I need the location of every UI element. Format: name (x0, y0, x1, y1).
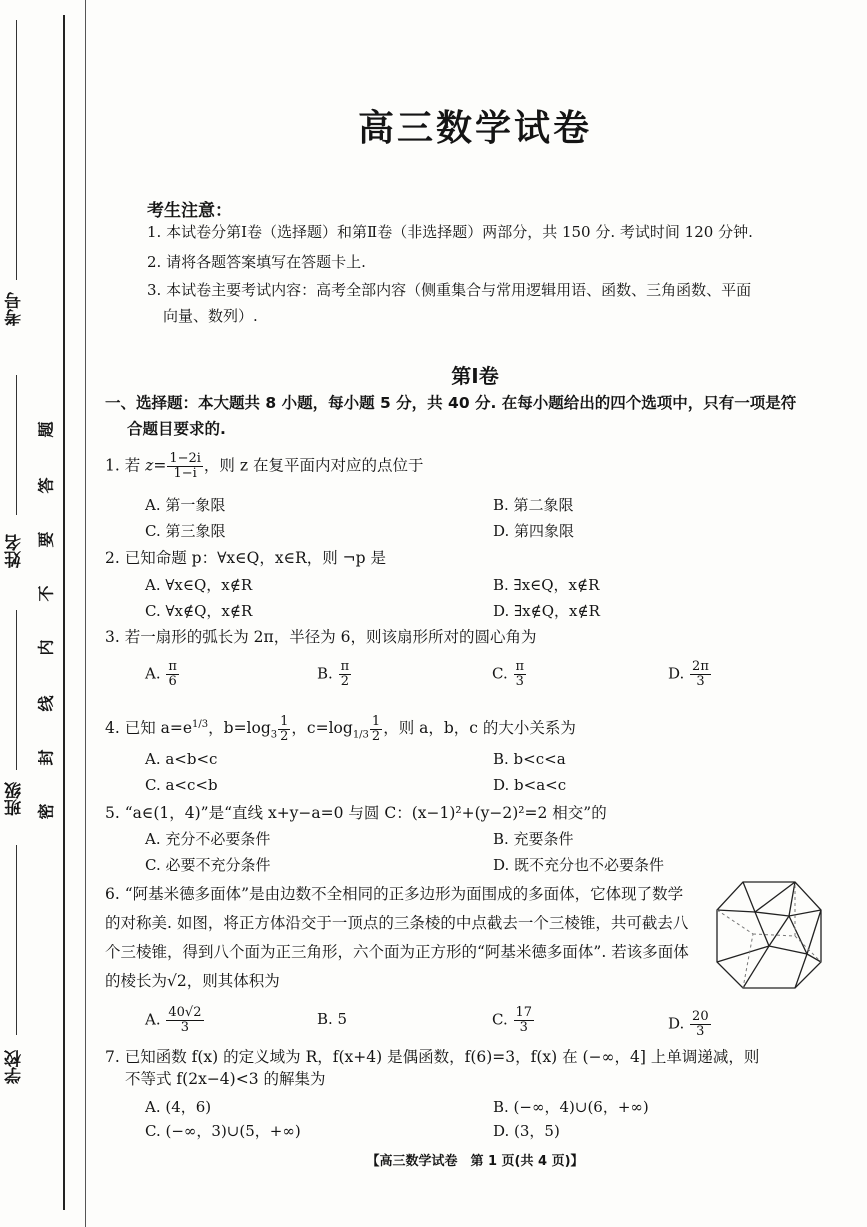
question-3-option-b: B. $\frac{\pi}{2}$ (317, 659, 350, 689)
question-5-option-b: B. 充要条件 (493, 830, 574, 848)
part-heading-line: 合题目要求的. (127, 420, 226, 438)
seal-char: 内 (36, 639, 56, 656)
question-7-option-d: D. (3，5) (493, 1122, 560, 1140)
seal-char: 线 (36, 695, 56, 712)
seal-char: 密 (36, 803, 56, 820)
seal-char: 不 (36, 585, 56, 602)
question-2-option-b: B. ∃x∈Q，x∉R (493, 576, 600, 594)
name-underline (16, 375, 17, 515)
question-5-option-c: C. 必要不充分条件 (145, 856, 271, 874)
notice-item: 向量、数列）. (163, 307, 258, 325)
notice-item: 3. 本试卷主要考试内容：高考全部内容（侧重集合与常用逻辑用语、函数、三角函数、平面 (147, 281, 752, 299)
question-7-stem-line-2: 不等式 f(2x−4)<3 的解集为 (125, 1070, 326, 1088)
question-2-option-c: C. ∀x∉Q，x∉R (145, 602, 253, 620)
q1-fraction: $\frac{1-2i}{1-i}$ (169, 451, 201, 481)
question-5-option-a: A. 充分不必要条件 (145, 830, 271, 848)
question-4-option-d: D. b<a<c (493, 776, 567, 794)
question-1-option-c: C. 第三象限 (145, 522, 226, 540)
archimedean-polyhedron-figure (713, 876, 825, 994)
binding-margin (0, 0, 95, 1227)
question-6-option-a: A. $\frac{40√2}{3}$ (145, 1005, 202, 1035)
question-6-stem: 6. “阿基米德多面体”是由边数不全相同的正多边形为面围成的多面体，它体现了数学的对称美. 如图，将正方体沿交于一顶点的三条棱的中点截去一个三棱锥，共可截去八个三棱锥，得到八个面为正三角形，六个面为正方形的“阿基米德多面体”. 若该多面体的棱长为√2，则其体积为 (105, 885, 689, 990)
question-4-stem: 4. 已知 $a=e^{1/3}$，$b=\log_3$ $\frac{1}{2}$ ，$c=\log_{1/3}$ $\frac{1}{2}$ ，则 a，b，c 的大小关系为 (105, 713, 576, 744)
page-footer: 【高三数学试卷 第 1 页(共 4 页)】 (366, 1154, 584, 1169)
question-7-option-c: C. (−∞，3)∪(5，+∞) (145, 1122, 301, 1140)
question-1-stem: 1. 若 z= $\frac{1-2i}{1-i}$ ，则 z 在复平面内对应的点位于 (105, 451, 424, 481)
binding-edge-line (85, 0, 86, 1227)
exam-no-label: 考号 (5, 292, 25, 326)
question-1-option-d: D. 第四象限 (493, 522, 575, 540)
section-title: 第Ⅰ卷 (451, 364, 499, 388)
question-6-option-b: B. 5 (317, 1010, 348, 1028)
question-7-option-a: A. (4，6) (145, 1098, 212, 1116)
seal-char: 要 (36, 531, 56, 548)
question-2-stem: 2. 已知命题 p：∀x∈Q，x∈R，则 ¬p 是 (105, 549, 386, 567)
page-title: 高三数学试卷 (357, 108, 592, 149)
part-heading-line: 一、选择题：本大题共 8 小题，每小题 5 分，共 40 分. 在每小题给出的四个选项中，只有一项是符 (105, 394, 797, 412)
binding-line (63, 15, 65, 1210)
school-underline (16, 845, 17, 1035)
question-3-stem: 3. 若一扇形的弧长为 2π，半径为 6，则该扇形所对的圆心角为 (105, 628, 537, 646)
question-4-option-a: A. a<b<c (145, 750, 218, 768)
question-3-option-c: C. $\frac{\pi}{3}$ (492, 659, 525, 689)
question-1-option-a: A. 第一象限 (145, 496, 226, 514)
class-underline (16, 610, 17, 770)
part-heading (105, 390, 835, 442)
question-3-option-d: D. $\frac{2\pi}{3}$ (668, 659, 709, 689)
question-3-option-a: A. $\frac{\pi}{6}$ (145, 659, 177, 689)
question-7-option-b: B. (−∞，4)∪(6，+∞) (493, 1098, 649, 1116)
question-2-option-a: A. ∀x∈Q，x∉R (145, 576, 253, 594)
notice-item: 1. 本试卷分第Ⅰ卷（选择题）和第Ⅱ卷（非选择题）两部分，共 150 分. 考试时间 120 分钟. (147, 223, 753, 241)
school-label: 学校 (5, 1050, 25, 1084)
question-6-option-d: D. $\frac{20}{3}$ (668, 1009, 709, 1039)
question-2-option-d: D. ∃x∉Q，x∉R (493, 602, 600, 620)
name-label: 姓名 (5, 534, 25, 568)
seal-char: 答 (36, 477, 56, 494)
question-5-option-d: D. 既不充分也不必要条件 (493, 856, 665, 874)
notice-item: 2. 请将各题答案填写在答题卡上. (147, 253, 366, 271)
question-6-option-c: C. $\frac{17}{3}$ (492, 1005, 533, 1035)
seal-char: 封 (36, 749, 56, 766)
notice-heading: 考生注意： (147, 201, 232, 221)
class-label: 班级 (5, 782, 25, 816)
question-7-stem-line-1: 7. 已知函数 f(x) 的定义域为 R，f(x+4) 是偶函数，f(6)=3，f(x) 在 (−∞，4] 上单调递减，则 (105, 1048, 760, 1066)
seal-char: 题 (36, 421, 56, 438)
question-1-option-b: B. 第二象限 (493, 496, 574, 514)
question-5-stem: 5. “a∈(1，4)”是“直线 x+y−a=0 与圆 C：(x−1)²+(y−2)²=2 相交”的 (105, 804, 607, 822)
question-4-option-c: C. a<c<b (145, 776, 218, 794)
exam-no-underline (16, 20, 17, 280)
question-4-option-b: B. b<c<a (493, 750, 566, 768)
